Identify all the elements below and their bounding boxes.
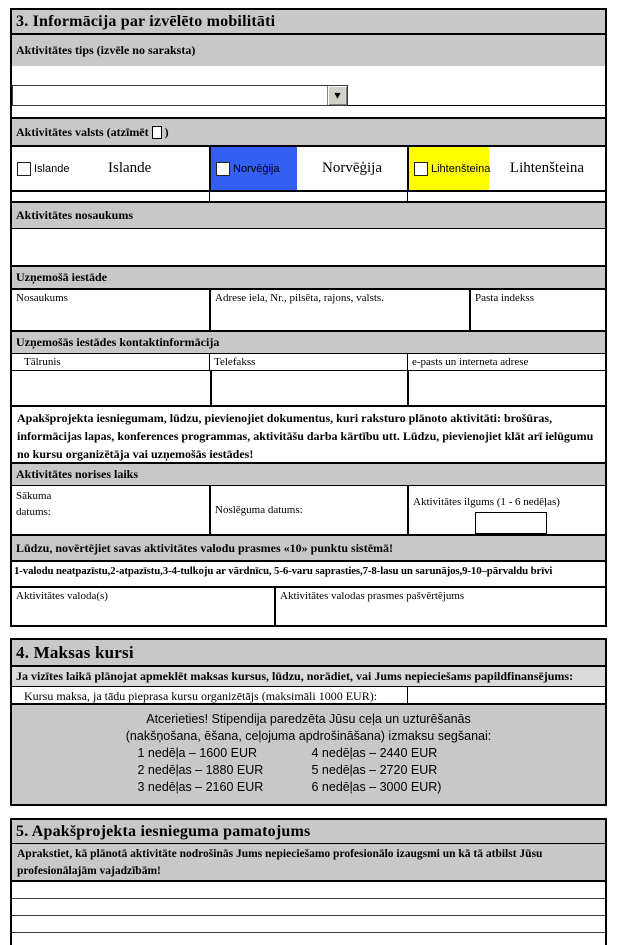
islande-checkbox-control[interactable] <box>12 147 108 190</box>
start-date-field[interactable] <box>12 486 209 534</box>
host-address-field[interactable] <box>209 290 469 330</box>
activity-name-label: Aktivitātes nosaukums <box>16 208 134 222</box>
islande-checkbox-caption: Islande <box>34 162 70 175</box>
writing-line[interactable] <box>12 882 605 899</box>
duration-input-box[interactable] <box>475 512 547 534</box>
empty-cell <box>209 192 407 201</box>
rate-week-2: 2 nedēļas – 1880 EUR <box>137 763 264 777</box>
activity-time-header: Aktivitātes norises laiks <box>16 467 139 481</box>
host-institution-header: Uzņemošā iestāde <box>16 270 107 284</box>
activity-country-band <box>12 119 605 147</box>
norvegija-label: Norvēģija <box>322 160 382 176</box>
spacer-row <box>12 106 605 119</box>
course-fee-row <box>12 687 605 705</box>
fax-input[interactable] <box>210 371 407 405</box>
activity-name-input[interactable] <box>12 229 605 265</box>
rate-week-4: 4 nedēļas – 2440 EUR <box>311 746 438 760</box>
language-rating-header: Lūdzu, novērtējiet savas aktivitātes valodu prasmes «10» punktu sistēmā! <box>16 540 394 555</box>
writing-line[interactable] <box>12 916 605 933</box>
host-contact-band <box>12 332 605 354</box>
course-fee-label: Kursu maksa, ja tādu pieprasa kursu organizētājs (maksimāli 1000 EUR): <box>24 689 378 703</box>
host-postal-label: Pasta indekss <box>475 292 534 304</box>
host-postal-field[interactable] <box>469 290 605 330</box>
country-option-lihtensteina[interactable] <box>407 147 605 190</box>
phone-input[interactable] <box>12 371 210 405</box>
section-5-title: 5. Apakšprojekta iesnieguma pamatojums <box>12 820 605 844</box>
host-name-label: Nosaukums <box>16 292 68 304</box>
duration-field <box>407 486 605 534</box>
fax-label: Telefakss <box>209 354 407 370</box>
end-date-label: Noslēguma datums: <box>215 504 303 516</box>
spacer-row <box>12 66 605 85</box>
host-institution-row <box>12 290 605 332</box>
activity-type-band <box>12 35 605 66</box>
contact-label-row <box>12 354 605 371</box>
activity-time-band <box>12 464 605 486</box>
activity-time-row <box>12 486 605 536</box>
language-self-assessment-field[interactable] <box>274 588 605 625</box>
rate-row <box>12 745 605 762</box>
row-underline <box>348 85 605 106</box>
rate-week-5: 5 nedēļas – 2720 EUR <box>311 763 438 777</box>
host-contact-header: Uzņemošās iestādes kontaktinformācija <box>16 335 220 349</box>
lihtensteina-label: Lihtenšteina <box>509 160 585 176</box>
writing-line[interactable] <box>12 933 605 945</box>
norvegija-checkbox-caption: Norvēģija <box>233 162 280 175</box>
phone-label: Tālrunis <box>24 356 61 368</box>
islande-label: Islande <box>108 160 152 176</box>
section-4-title: 4. Maksas kursi <box>12 640 605 667</box>
stipend-reminder-line1: Atcerieties! Stipendija paredzēta Jūsu ceļa un uzturēšanās <box>146 712 471 726</box>
host-institution-band <box>12 265 605 290</box>
section-5-table <box>10 818 607 945</box>
islande-checkbox[interactable] <box>17 162 31 176</box>
country-choice-row <box>12 147 605 192</box>
country-option-norvegija[interactable] <box>209 147 407 190</box>
host-name-field[interactable] <box>12 290 209 330</box>
activity-type-label: Aktivitātes tips (izvēle no saraksta) <box>16 43 196 57</box>
host-address-label: Adrese iela, Nr., pilsēta, rajons, valsts. <box>215 292 384 304</box>
country-sub-row <box>12 192 605 203</box>
section-4-intro: Ja vizītes laikā plānojat apmeklēt maksas kursus, lūdzu, norādiet, vai Jums nepieciešams papildfinansējums: <box>12 667 605 687</box>
dropdown-arrow-icon[interactable]: ▼ <box>327 86 347 105</box>
activity-language-field[interactable] <box>12 588 274 625</box>
rate-row <box>12 762 605 779</box>
course-fee-input[interactable] <box>407 687 605 703</box>
stipend-reminder-line2: (nakšņošana, ēšana, ceļojuma apdrošināšana) izmaksu segšanai: <box>125 729 492 743</box>
checkbox-glyph-icon <box>152 126 162 139</box>
activity-language-label: Aktivitātes valoda(s) <box>16 590 108 602</box>
rate-week-6: 6 nedēļas – 3000 EUR) <box>311 780 442 794</box>
norvegija-checkbox-control[interactable] <box>211 147 297 190</box>
justification-writing-area[interactable] <box>12 882 605 945</box>
rate-row <box>12 779 605 796</box>
language-scale-text: 1-valodu neatpazīstu,2-atpazīstu,3-4-tulkoju ar vārdnīcu, 5-6-varu saprasties,7-8-lasu un sarunājos,9-10–pārvaldu brīvi <box>12 562 605 588</box>
lihtensteina-checkbox-caption: Lihtenšteina <box>431 162 491 175</box>
empty-cell <box>407 192 605 201</box>
attachment-note: Apakšprojekta iesniegumam, lūdzu, pievienojiet dokumentus, kuri raksturo plānoto aktivitāti: brošūras, informācijas lapas, konferences programmas, aktivitāšu darba kārtību utt. Lūdzu, pievienojiet klāt arī ielūgumu no kursu organizētāja vai uzņemošās iestādes! <box>12 407 605 464</box>
section-4-table <box>10 638 607 806</box>
lihtensteina-checkbox-control[interactable] <box>409 147 489 190</box>
activity-type-row <box>12 85 605 106</box>
country-band-label-suffix: ) <box>164 124 169 139</box>
language-rating-band <box>12 536 605 562</box>
contact-input-row <box>12 371 605 407</box>
norvegija-checkbox[interactable] <box>216 162 230 176</box>
activity-name-band <box>12 203 605 229</box>
rate-week-3: 3 nedēļas – 2160 EUR <box>137 780 264 794</box>
end-date-field[interactable] <box>209 486 407 534</box>
country-band-label-prefix: Aktivitātes valsts (atzīmēt <box>16 124 149 139</box>
activity-type-value[interactable] <box>13 86 327 105</box>
email-input[interactable] <box>407 371 605 405</box>
writing-line[interactable] <box>12 899 605 916</box>
activity-type-dropdown[interactable] <box>12 85 348 106</box>
language-self-assessment-label: Aktivitātes valodas prasmes pašvērtējums <box>280 590 465 602</box>
duration-label: Aktivitātes ilgums (1 - 6 nedēļas) <box>413 496 560 508</box>
section-3-table <box>10 8 607 627</box>
empty-cell <box>12 192 209 201</box>
stipend-reminder-box <box>12 705 605 804</box>
country-option-islande[interactable] <box>12 147 209 190</box>
language-row <box>12 588 605 625</box>
lihtensteina-checkbox[interactable] <box>414 162 428 176</box>
email-label: e-pasts un interneta adrese <box>407 354 605 370</box>
section-5-instruction: Aprakstiet, kā plānotā aktivitāte nodrošinās Jums nepieciešamo profesionālo izaugsmi un kā tā atbilst Jūsu profesionālajām vajadzībām! <box>12 844 605 882</box>
start-date-label: Sākuma datums: <box>16 490 52 518</box>
section-3-title: 3. Informācija par izvēlēto mobilitāti <box>12 10 605 35</box>
rate-week-1: 1 nedēļa – 1600 EUR <box>137 746 258 760</box>
